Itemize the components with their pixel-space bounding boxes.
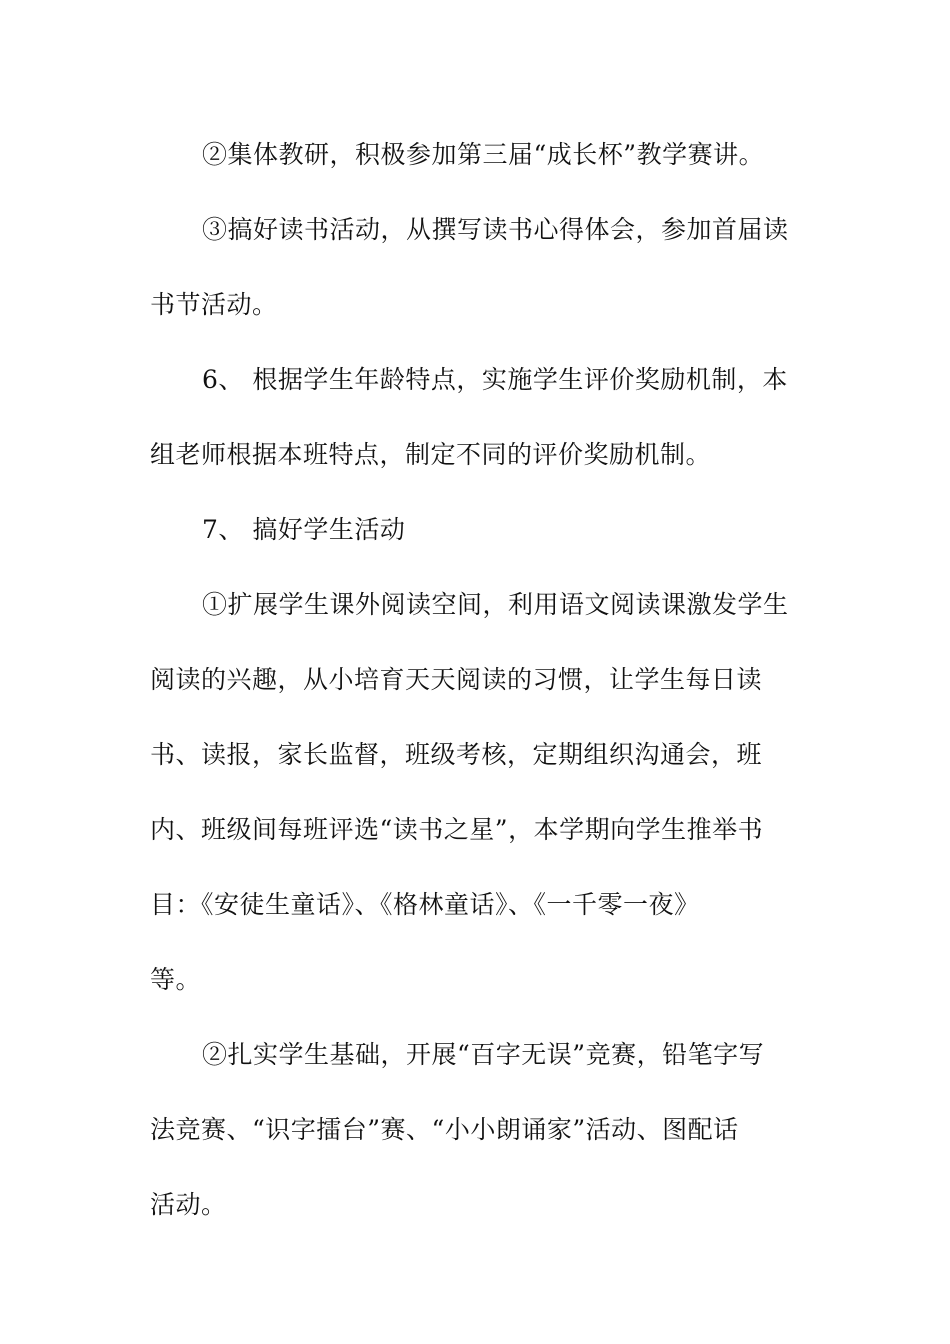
paragraph-line: ③搞好读书活动，从撰写读书心得体会，参加首届读	[202, 215, 789, 244]
paragraph-line: 7、 搞好学生活动	[202, 515, 406, 544]
paragraph-line: ①扩展学生课外阅读空间，利用语文阅读课激发学生	[202, 590, 789, 619]
paragraph-line: 6、 根据学生年龄特点，实施学生评价奖励机制，本	[202, 365, 788, 394]
paragraph-line: 阅读的兴趣，从小培育天天阅读的习惯，让学生每日读	[150, 665, 763, 694]
paragraph-line: 等。	[150, 965, 202, 994]
paragraph-line: ②集体教研，积极参加第三届“成长杯”教学赛讲。	[202, 140, 765, 169]
paragraph-line: 内、班级间每班评选“读书之星”，本学期向学生推举书	[150, 815, 764, 844]
paragraph-line: 书、读报，家长监督，班级考核，定期组织沟通会，班	[150, 740, 763, 769]
paragraph-line: ②扎实学生基础，开展“百字无误”竞赛，铅笔字写	[202, 1040, 765, 1069]
paragraph-line: 书节活动。	[150, 290, 278, 319]
paragraph-line: 活动。	[150, 1190, 227, 1219]
paragraph-line: 组老师根据本班特点，制定不同的评价奖励机制。	[150, 440, 712, 469]
paragraph-line: 目：《安徒生童话》、《格林童话》、《一千零一夜》	[150, 890, 700, 919]
paragraph-line: 法竞赛、“识字擂台”赛、“小小朗诵家”活动、图配话	[150, 1115, 739, 1144]
document-body	[150, 117, 790, 1242]
